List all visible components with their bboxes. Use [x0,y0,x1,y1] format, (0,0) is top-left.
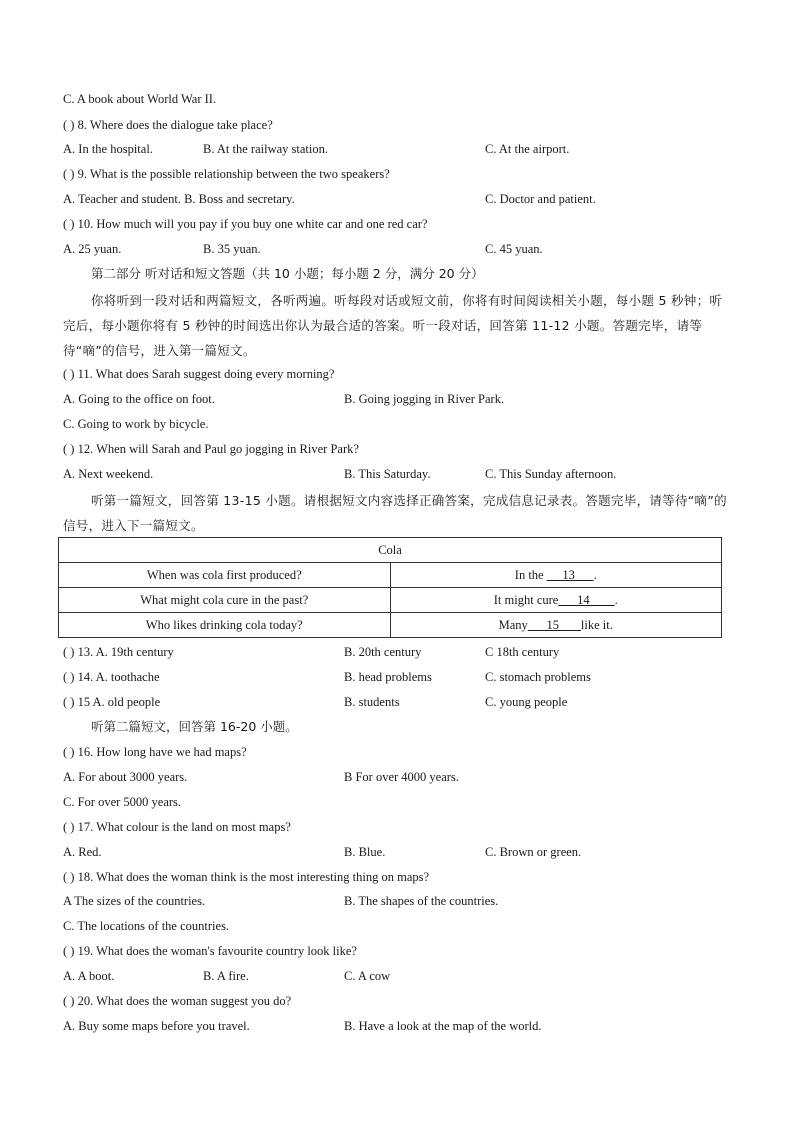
answer-suffix: like it. [580,617,613,632]
option-a: A. Next weekend. [63,467,154,481]
option-a: A. Buy some maps before you travel. [63,1019,250,1033]
q7-option-c [63,89,734,109]
q11-option-c-line [63,414,734,434]
question-9 [63,164,734,184]
question-text: ( ) 9. What is the possible relationship between the two speakers? [63,167,390,181]
question-8 [63,115,734,135]
table-title: Cola [59,538,722,563]
part-2-intro: 你将听到一段对话和两篇短文，各听两遍。听每段对话或短文前，你将有时间阅读相关小题，每小题 5 秒钟；听完后，每小题你将有 5 秒钟的时间选出你认为最合适的答案。听一段对话，回答第 11-12 小题。答题完毕，请等待“嘀”的信号，进入第一篇短文。 [63,293,723,358]
table-question: Who likes drinking cola today? [59,613,391,638]
question-text: ( ) 16. How long have we had maps? [63,745,247,759]
option-a: A. 25 yuan. [63,242,122,256]
q8-options [63,139,734,159]
question-18 [63,867,734,887]
question-text: ( ) 19. What does the woman's favourite country look like? [63,944,357,958]
option-b: B. This Saturday. [344,467,431,481]
table-question: What might cola cure in the past? [59,588,391,613]
option-c: C. For over 5000 years. [63,795,182,809]
intro-text: 听第二篇短文，回答第 16-20 小题。 [91,719,298,734]
option-c: C. This Sunday afternoon. [485,467,617,481]
option-a: A. A boot. [63,969,115,983]
option-c: C. The locations of the countries. [63,919,230,933]
q10-options [63,239,734,259]
option-a: A The sizes of the countries. [63,894,206,908]
option-b: B. Going jogging in River Park. [344,392,505,406]
q16-option-c-line [63,792,734,812]
option-b: B. At the railway station. [203,142,328,156]
option-c: C. stomach problems [485,670,591,684]
answer-suffix: . [614,592,618,607]
option-b: B. Have a look at the map of the world. [344,1019,542,1033]
option-b: B. 20th century [344,645,422,659]
question-option-a: ( ) 14. A. toothache [63,670,160,684]
option-c: C. A cow [344,969,391,983]
question-option-a: ( ) 13. A. 19th century [63,645,174,659]
option-text: C. A book about World War II. [63,92,217,106]
question-option-a: ( ) 15 A. old people [63,695,161,709]
answer-prefix: In the [514,567,547,582]
option-c: C. young people [485,695,568,709]
question-text: ( ) 18. What does the woman think is the most interesting thing on maps? [63,870,430,884]
q18-options [63,891,734,911]
q18-option-c-line [63,916,734,936]
table-row [59,563,722,588]
question-text: ( ) 8. Where does the dialogue take place? [63,118,273,132]
option-b: B. The shapes of the countries. [344,894,499,908]
answer-prefix: It might cure [493,592,559,607]
question-13 [63,642,734,662]
heading-text: 第二部分 听对话和短文答题（共 10 小题；每小题 2 分，满分 20 分） [91,266,484,281]
q12-options [63,464,734,484]
question-17 [63,817,734,837]
option-a: A. Red. [63,845,102,859]
table-answer [390,588,722,613]
answer-suffix: . [593,567,597,582]
table-answer [390,563,722,588]
answer-blank-13: 13 [546,567,594,582]
table-row [59,588,722,613]
question-text: ( ) 17. What colour is the land on most maps? [63,820,291,834]
question-text: ( ) 12. When will Sarah and Paul go jogging in River Park? [63,442,359,456]
option-b: B For over 4000 years. [344,770,459,784]
option-b: B. 35 yuan. [203,242,261,256]
table-row [59,613,722,638]
table-title-row [59,538,722,563]
option-c: C. At the airport. [485,142,570,156]
question-16 [63,742,734,762]
question-12 [63,439,734,459]
option-c: C. Brown or green. [485,845,582,859]
question-11 [63,364,734,384]
q11-options [63,389,734,409]
q19-options [63,966,734,986]
option-a: A. In the hospital. [63,142,153,156]
q17-options [63,842,734,862]
q9-options [63,189,734,209]
question-14 [63,667,734,687]
option-b: B. Blue. [344,845,386,859]
option-a-b: A. Teacher and student. B. Boss and secretary. [63,192,295,206]
question-10 [63,214,734,234]
question-20 [63,991,734,1011]
part-2-heading [91,264,734,284]
table-answer [390,613,722,638]
option-b: B. students [344,695,400,709]
cola-info-table [58,537,722,638]
question-19 [63,941,734,961]
q16-options [63,767,734,787]
answer-blank-14: 14 [558,592,615,607]
option-a: A. Going to the office on foot. [63,392,215,406]
question-text: ( ) 11. What does Sarah suggest doing every morning? [63,367,335,381]
option-b: B. head problems [344,670,432,684]
question-text: ( ) 20. What does the woman suggest you do? [63,994,292,1008]
answer-prefix: Many [498,617,528,632]
passage-2-intro [91,717,734,737]
passage-1-intro: 听第一篇短文，回答第 13-15 小题。请根据短文内容选择正确答案，完成信息记录表。答题完毕，请等待“嘀”的信号，进入下一篇短文。 [63,493,727,533]
option-c: C. 45 yuan. [485,242,543,256]
table-question: When was cola first produced? [59,563,391,588]
option-a: A. For about 3000 years. [63,770,188,784]
q20-options [63,1016,734,1036]
answer-blank-15: 15 [527,617,581,632]
option-c: C. Going to work by bicycle. [63,417,209,431]
option-c: C. Doctor and patient. [485,192,596,206]
question-text: ( ) 10. How much will you pay if you buy one white car and one red car? [63,217,428,231]
question-15 [63,692,734,712]
option-c: C 18th century [485,645,560,659]
option-b: B. A fire. [203,969,249,983]
